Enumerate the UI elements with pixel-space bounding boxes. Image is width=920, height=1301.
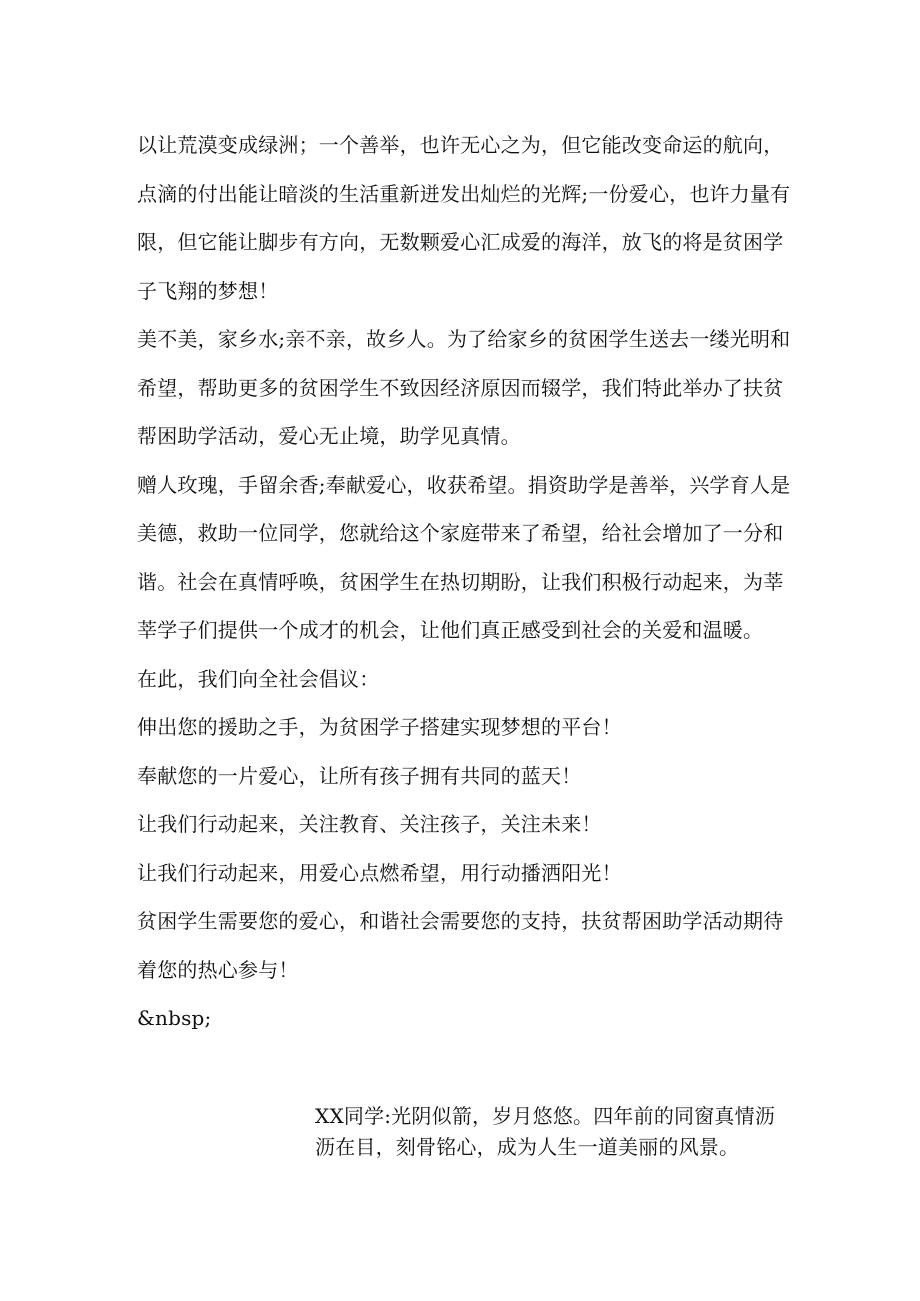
text-line: 帮困助学活动，爱心无止境，助学见真情。 xyxy=(137,424,521,448)
text-line: 贫困学生需要您的爱心，和谐社会需要您的支持，扶贫帮困助学活动期待 xyxy=(137,909,784,933)
text-line: 让我们行动起来，用爱心点燃希望，用行动播洒阳光！ xyxy=(137,860,622,885)
text-line: &nbsp; xyxy=(137,1006,212,1030)
text-line: 限，但它能让脚步有方向，无数颗爱心汇成爱的海洋，放飞的将是贫困学 xyxy=(137,230,784,254)
text-line: 美德，救助一位同学，您就给这个家庭带来了希望，给社会增加了一分和 xyxy=(137,521,784,545)
text-line: 赠人玫瑰，手留余香;奉献爱心，收获希望。捐资助学是善举，兴学育人是 xyxy=(137,472,791,497)
letter-line: 沥在目，刻骨铭心，成为人生一道美丽的风景。 xyxy=(315,1135,740,1159)
text-line: 以让荒漠变成绿洲；一个善举，也许无心之为，但它能改变命运的航向， xyxy=(137,133,784,157)
text-line: 让我们行动起来，关注教育、关注孩子，关注未来！ xyxy=(137,812,602,836)
text-line: 子飞翔的梦想！ xyxy=(137,278,279,303)
text-line: 着您的热心参与！ xyxy=(137,957,299,982)
proposal-text xyxy=(137,121,791,1043)
text-line: 伸出您的援助之手，为贫困学子搭建实现梦想的平台！ xyxy=(137,715,622,739)
text-line: 点滴的付出能让暗淡的生活重新迸发出灿烂的光辉;一份爱心，也许力量有 xyxy=(137,181,791,206)
text-line: 美不美，家乡水;亲不亲，故乡人。为了给家乡的贫困学生送去一缕光明和 xyxy=(137,327,791,351)
letter-text xyxy=(315,1101,795,1163)
letter-line: XX同学:光阴似箭，岁月悠悠。四年前的同窗真情沥 xyxy=(315,1104,776,1128)
text-line: 希望，帮助更多的贫困学生不致因经济原因而辍学，我们特此举办了扶贫 xyxy=(137,375,784,400)
text-line: 奉献您的一片爱心，让所有孩子拥有共同的蓝天！ xyxy=(137,763,582,788)
text-line: 在此，我们向全社会倡议： xyxy=(137,666,380,691)
text-line: 莘学子们提供一个成才的机会，让他们真正感受到社会的关爱和温暖。 xyxy=(137,618,764,642)
text-line: 谐。社会在真情呼唤，贫困学生在热切期盼，让我们积极行动起来，为莘 xyxy=(137,569,784,594)
